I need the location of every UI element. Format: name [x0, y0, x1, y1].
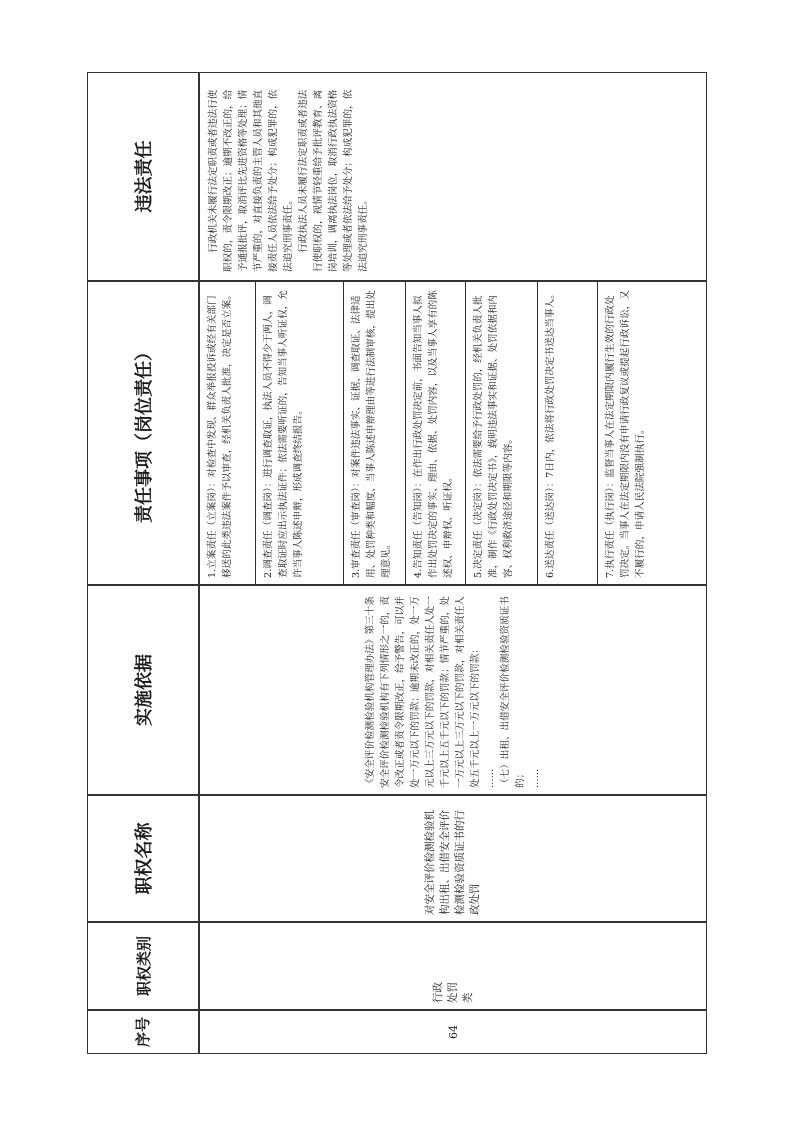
resp-item-7 — [598, 280, 708, 584]
resp-item-2-text: 2.调查责任（调查岗）：进行调查取证，执法人员不得少于两人，调查取证时应出示执法证件；依法需要听证的，告知当事人听证权，允许当事人陈述申辩，形成调查终结报告。 — [263, 290, 304, 578]
seq-value: 64 — [446, 1025, 460, 1039]
cell-seq — [199, 1010, 707, 1054]
basis-paragraph-1: 《安全评价检测检验机构管理办法》第三十条 安全评价检测检验机构有下列情形之一的，责令改正或者责令限期改正，给予警告，可以并处一万元以下的罚款；逾期未改正的，处一万元以上三万元以下的罚款，对相关责任人处一千元以上五千元以下的罚款；情节严重的，处一万元以上三万元以下的罚款，对相关责任人处五千元以上一万元以下的罚款： — [365, 586, 481, 788]
header-name — [87, 795, 199, 922]
resp-item-5-text: 5.决定责任（决定岗）：依法需要给予行政处罚的，经机关负责人批准，制作《行政处罚决定书》，载明违法事实和证据、处罚依据和内容、权利救济途径和期限等内容。 — [473, 294, 514, 578]
liability-paragraph-1: 行政机关未履行法定职责或者违法行使职权的，责令限期改正；逾期不改正的，给予通报批评，取消评比先进资格等处理；情节严重的，对直接负责的主管人员和其他直接责任人员依法给予处分；构成犯罪的，依法追究刑事责任。 — [208, 89, 294, 272]
binding-margin — [0, 0, 6, 1126]
basis-ellipsis-2: …… — [530, 768, 541, 788]
cell-category — [199, 922, 707, 1010]
header-basis — [87, 585, 199, 795]
header-name-text: 职权名称 — [134, 822, 155, 895]
resp-item-4-text: 4.告知责任（告知岗）：在作出行政处罚决定前，书面告知当事人拟作出处罚决定的事实、理由、依据、处罚内容，以及当事人享有的陈述权、申辩权、听证权。 — [413, 290, 454, 578]
cell-liability — [199, 72, 707, 281]
header-liability — [87, 72, 199, 281]
resp-item-3-text: 3.审查责任（审查岗）：对案件违法事实、证据、调查取证、法律适用、处罚种类和幅度、当事人陈述申辩理由等进行法制审核，提出处理意见。 — [351, 290, 392, 578]
header-category-text: 职权类别 — [134, 936, 153, 997]
header-seq — [87, 1010, 199, 1054]
basis-ellipsis-1: …… — [485, 768, 496, 788]
liability-paragraph-2: 行政执法人员未履行法定职责或者违法行使职权的，视情节轻重给予批评教育、离岗培训，调离执法岗位，取消行政执法资格等处理或者依法给予处分；构成犯罪的，依法追究刑事责任。 — [298, 89, 369, 272]
resp-item-6-text: 6.送达责任（送达岗）：7日内，依法将行政处罚决定书送达当事人。 — [545, 289, 556, 578]
resp-item-1-text: 1.立案责任（立案岗）：对检查中发现、群众举报投诉或经有关部门移送的此类违法案件予以审查，经机关负责人批准，决定是否立案。 — [207, 290, 233, 578]
resp-item-6 — [538, 280, 598, 584]
category-value: 行政处罚类 — [431, 982, 474, 1003]
name-value: 对安全评价检测检验机构出租、出借安全评价检测检验资质证书的行政处罚 — [424, 810, 481, 915]
header-basis-text: 实施依据 — [134, 654, 155, 726]
header-responsibilities — [87, 281, 199, 585]
header-liability-text: 违法责任 — [134, 140, 155, 213]
basis-item-7: （七）出租、出借安全评价检测检验资质证书的； — [500, 596, 526, 788]
header-category — [87, 922, 199, 1010]
header-seq-text: 序号 — [133, 1016, 152, 1047]
header-responsibilities-text: 责任事项（岗位责任） — [134, 343, 155, 523]
resp-item-7-text: 7.执行责任（执行岗）：监督当事人在法定期限内履行生效的行政处罚决定。当事人在法定期限内没有申请行政复议或提起行政诉讼，又不履行的，申请人民法院强制执行。 — [605, 290, 646, 578]
